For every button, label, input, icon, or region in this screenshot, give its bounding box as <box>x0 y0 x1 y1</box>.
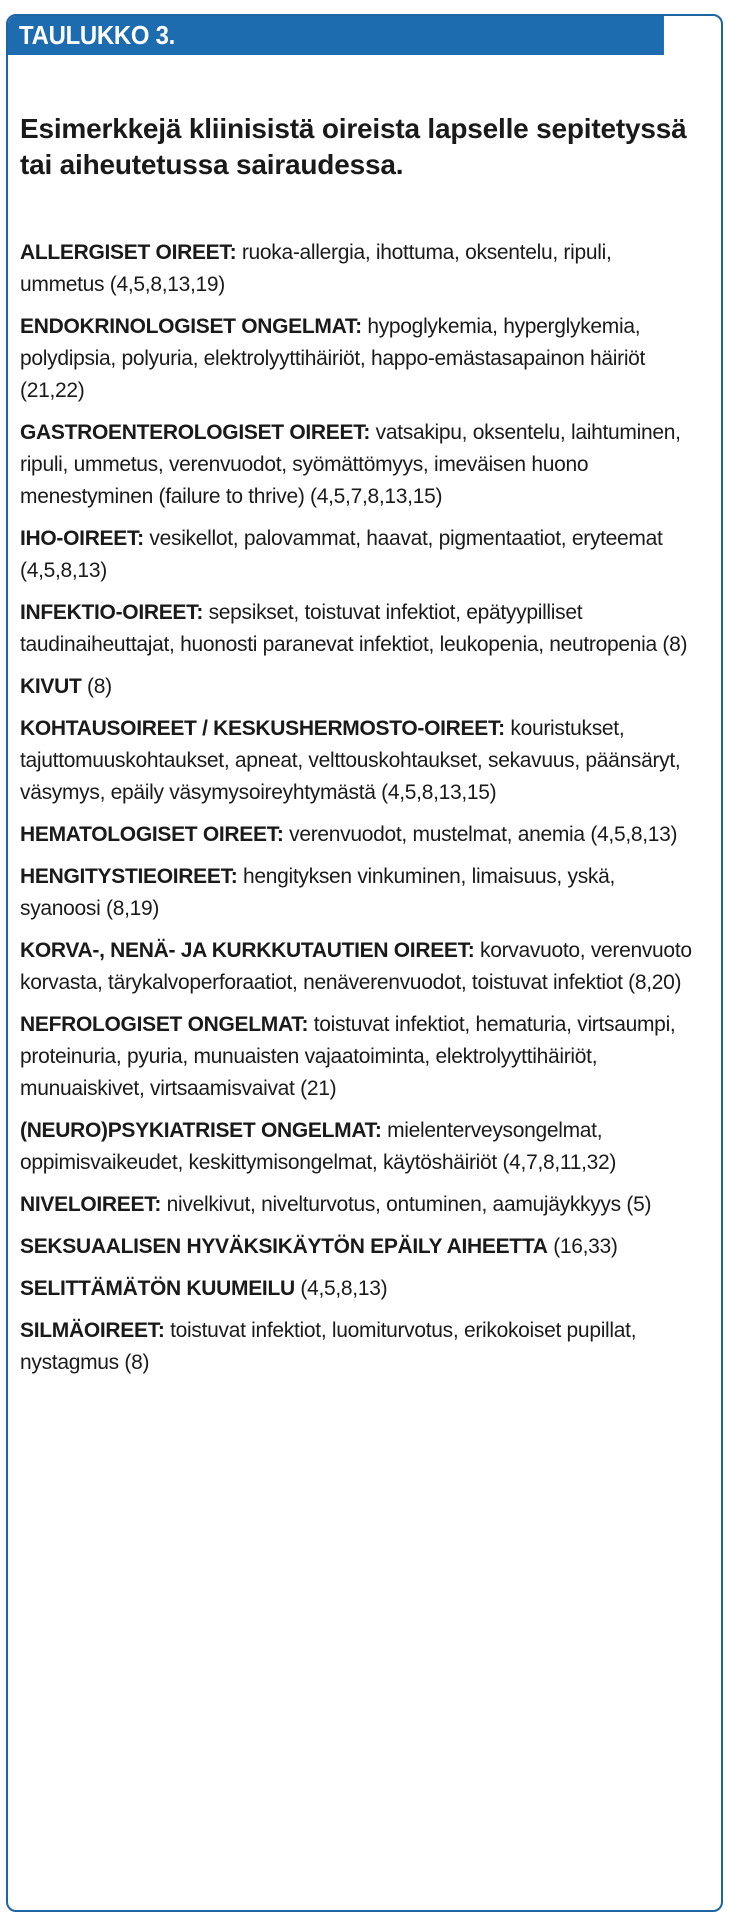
category-label: KORVA-, NENÄ- JA KURKKUTAUTIEN OIREET: <box>20 939 475 962</box>
category-label: INFEKTIO-OIREET: <box>20 601 204 624</box>
symptom-text: korvavuoto, verenvuoto korvasta, tärykalvoperforaatiot, nenäverenvuodot, toistuvat infektiot (8,20) <box>20 939 692 994</box>
category-label: SEKSUAALISEN HYVÄKSIKÄYTÖN EPÄILY AIHEETTA <box>20 1235 548 1258</box>
list-item <box>20 523 701 587</box>
symptom-text: (16,33) <box>547 1235 618 1258</box>
list-item <box>20 935 701 999</box>
symptom-text: nivelkivut, nivelturvotus, ontuminen, aamujäykkyys (5) <box>161 1193 652 1216</box>
list-item <box>20 1315 701 1379</box>
category-label: KIVUT <box>20 675 82 698</box>
list-item <box>20 671 701 703</box>
symptom-text: vatsakipu, oksentelu, laihtuminen, ripuli, ummetus, verenvuodot, syömättömyys, imeväisen huono menestyminen (failure to thrive) (4,5,7,8,13,15) <box>20 421 681 508</box>
list-item <box>20 1189 701 1221</box>
symptom-text: hengityksen vinkuminen, limaisuus, yskä, syanoosi (8,19) <box>20 865 616 920</box>
symptom-text: ruoka-allergia, ihottuma, oksentelu, ripuli, ummetus (4,5,8,13,19) <box>20 241 612 296</box>
list-item <box>20 1115 701 1179</box>
list-item <box>20 713 701 809</box>
list-item <box>20 819 701 851</box>
category-label: NEFROLOGISET ONGELMAT: <box>20 1013 309 1036</box>
symptom-text: verenvuodot, mustelmat, anemia (4,5,8,13) <box>283 823 678 846</box>
list-item <box>20 1009 701 1105</box>
list-item <box>20 311 701 407</box>
symptom-text: toistuvat infektiot, luomiturvotus, erikokoiset pupillat, nystagmus (8) <box>20 1319 637 1374</box>
table-content <box>8 55 721 1379</box>
symptom-text: kouristukset, tajuttomuuskohtaukset, apneat, velttouskohtaukset, sekavuus, päänsäryt, väsymys, epäily väsymysoireyhtymästä (4,5,8,13,15) <box>20 717 681 804</box>
category-label: IHO-OIREET: <box>20 527 144 550</box>
category-label: NIVELOIREET: <box>20 1193 162 1216</box>
symptom-text: (8) <box>81 675 112 698</box>
symptom-text: mielenterveysongelmat, oppimisvaikeudet, keskittymisongelmat, käytöshäiriöt (4,7,8,11,32) <box>20 1119 617 1174</box>
list-item <box>20 1231 701 1263</box>
symptom-text: hypoglykemia, hyperglykemia, polydipsia, polyuria, elektrolyyttihäiriöt, happo-emästasapainon häiriöt (21,22) <box>20 315 646 402</box>
table-box <box>6 14 723 1912</box>
category-label: ALLERGISET OIREET: <box>20 241 237 264</box>
category-label: HENGITYSTIEOIREET: <box>20 865 238 888</box>
category-label: GASTROENTEROLOGISET OIREET: <box>20 421 371 444</box>
category-label: (NEURO)PSYKIATRISET ONGELMAT: <box>20 1119 382 1142</box>
list-item <box>20 237 701 301</box>
list-item <box>20 417 701 513</box>
symptom-text: toistuvat infektiot, hematuria, virtsaumpi, proteinuria, pyuria, munuaisten vajaatoiminta, elektrolyyttihäiriöt, munuaiskivet, virtsaamisvaivat (21) <box>20 1013 676 1100</box>
category-label: ENDOKRINOLOGISET ONGELMAT: <box>20 315 362 338</box>
symptom-text: sepsikset, toistuvat infektiot, epätyypilliset taudinaiheuttajat, huonosti paranevat infektiot, leukopenia, neutropenia (8) <box>20 601 688 656</box>
table-label: TAULUKKO 3. <box>8 16 664 55</box>
category-label: SILMÄOIREET: <box>20 1319 165 1342</box>
symptom-text: vesikellot, palovammat, haavat, pigmentaatiot, eryteemat (4,5,8,13) <box>20 527 663 582</box>
symptom-text: (4,5,8,13) <box>294 1277 388 1300</box>
list-item <box>20 861 701 925</box>
category-label: KOHTAUSOIREET / KESKUSHERMOSTO-OIREET: <box>20 717 505 740</box>
list-item <box>20 1273 701 1305</box>
list-item <box>20 597 701 661</box>
category-label: SELITTÄMÄTÖN KUUMEILU <box>20 1277 295 1300</box>
table-title: Esimerkkejä kliinisistä oireista lapselle sepitetyssä tai aiheutetussa sairaudessa. <box>20 113 687 180</box>
category-label: HEMATOLOGISET OIREET: <box>20 823 284 846</box>
symptom-list <box>20 237 701 1379</box>
